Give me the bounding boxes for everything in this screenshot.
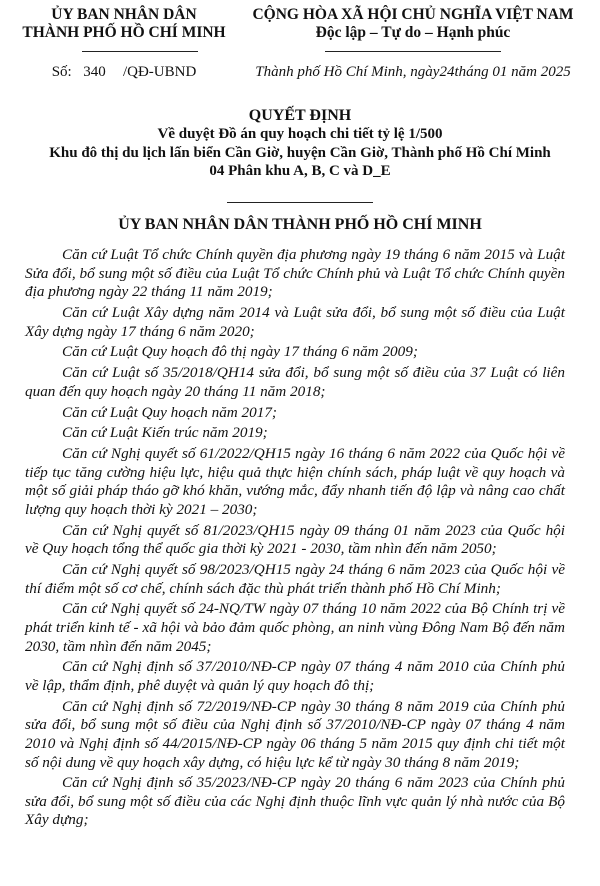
decision-subtitle-line3: 04 Phân khu A, B, C và D_E [209, 163, 391, 179]
issuing-authority-header [20, 6, 228, 42]
legal-basis-paragraph: Căn cứ Luật Quy hoạch năm 2017; [62, 403, 277, 421]
decision-subtitle-line2: Khu đô thị du lịch lấn biển Cần Giờ, huyện Cần Giờ, Thành phố Hồ Chí Minh [49, 144, 551, 161]
authority-heading: ỦY BAN NHÂN DÂN THÀNH PHỐ HỒ CHÍ MINH [118, 216, 482, 233]
legal-basis-paragraph: Căn cứ Luật Xây dựng năm 2014 và Luật sửa đổi, bổ sung một số điều của Luật Xây dựng ngày 17 tháng 6 năm 2020; [25, 303, 565, 340]
national-motto: Độc lập – Tự do – Hạnh phúc [315, 24, 511, 41]
issuing-authority-line2: THÀNH PHỐ HỒ CHÍ MINH [22, 24, 226, 41]
legal-basis-paragraph: Căn cứ Nghị quyết số 81/2023/QH15 ngày 09 tháng 01 năm 2023 của Quốc hội về Quy hoạch tổng thể quốc gia thời kỳ 2021 - 2030, tầm nhìn đến năm 2050; [25, 521, 565, 558]
legal-basis-paragraph: Căn cứ Luật Tổ chức Chính quyền địa phương ngày 19 tháng 6 năm 2015 và Luật Sửa đổi, bổ sung một số điều của Luật Tổ chức Chính phủ và Luật Tổ chức Chính quyền địa phương ngày 22 tháng 11 năm 2019; [25, 246, 565, 301]
place-and-date: Thành phố Hồ Chí Minh, ngày24tháng 01 năm 2025 [255, 64, 571, 80]
decision-title: QUYẾT ĐỊNH [248, 107, 352, 124]
national-title: CỘNG HÒA XÃ HỘI CHỦ NGHĨA VIỆT NAM [252, 6, 574, 23]
legal-basis-paragraph: Căn cứ Nghị quyết số 61/2022/QH15 ngày 16 tháng 6 năm 2022 của Quốc hội về tiếp tục tăng cường hiệu lực, hiệu quả thực hiện chính sách, pháp luật về quy hoạch và một số giải pháp tháo gỡ khó khăn, vướng mắc, đẩy nhanh tiến độ lập và nâng cao chất lượng quy hoạch thời kỳ 2021 – 2030; [25, 445, 565, 518]
legal-basis-paragraph: Căn cứ Nghị quyết số 98/2023/QH15 ngày 24 tháng 6 năm 2023 của Quốc hội về thí điểm một số cơ chế, chính sách đặc thù phát triển thành phố Hồ Chí Minh; [25, 561, 565, 597]
legal-basis-paragraph: Căn cứ Luật Quy hoạch đô thị ngày 17 tháng 6 năm 2009; [62, 343, 418, 361]
legal-basis-paragraph: Căn cứ Nghị quyết số 24-NQ/TW ngày 07 tháng 10 năm 2022 của Bộ Chính trị về phát triển kinh tế - xã hội và bảo đảm quốc phòng, an ninh vùng Đông Nam Bộ đến năm 2030, tầm nhìn đến năm 2045; [25, 600, 565, 655]
legal-basis-section [25, 246, 565, 832]
document-number: Số: 340 /QĐ-UBND [51, 64, 197, 80]
legal-basis-paragraph: Căn cứ Luật số 35/2018/QH14 sửa đổi, bổ sung một số điều của 37 Luật có liên quan đến quy hoạch ngày 20 tháng 11 năm 2018; [25, 364, 565, 400]
legal-basis-paragraph: Căn cứ Nghị định số 72/2019/NĐ-CP ngày 30 tháng 8 năm 2019 của Chính phủ sửa đổi, bổ sung một số điều của Nghị định số 37/2010/NĐ-CP ngày 07 tháng 4 năm 2010 và Nghị định số 44/2015/NĐ-CP ngày 06 tháng 5 năm 2015 quy định chi tiết một số nội dung về quy hoạch xây dựng, có hiệu lực kể từ ngày 30 tháng 8 năm 2019; [25, 697, 565, 771]
decision-subtitle-line1: Về duyệt Đồ án quy hoạch chi tiết tỷ lệ 1/500 [157, 126, 443, 142]
national-motto-header [232, 6, 594, 42]
right-header-underline [325, 51, 501, 52]
legal-basis-paragraph: Căn cứ Nghị định số 37/2010/NĐ-CP ngày 07 tháng 4 năm 2010 của Chính phủ về lập, thẩm định, phê duyệt và quản lý quy hoạch đô thị; [25, 658, 565, 694]
legal-basis-paragraph: Căn cứ Nghị định số 35/2023/NĐ-CP ngày 20 tháng 6 năm 2023 của Chính phủ sửa đổi, bổ sung một số điều của các Nghị định thuộc lĩnh vực quản lý nhà nước của Bộ Xây dựng; [25, 774, 565, 829]
issuing-authority-line1: ỦY BAN NHÂN DÂN [51, 6, 197, 23]
decision-title-block [0, 106, 600, 181]
legal-basis-paragraph: Căn cứ Luật Kiến trúc năm 2019; [62, 424, 268, 442]
title-divider [227, 202, 373, 203]
left-header-underline [82, 51, 198, 52]
